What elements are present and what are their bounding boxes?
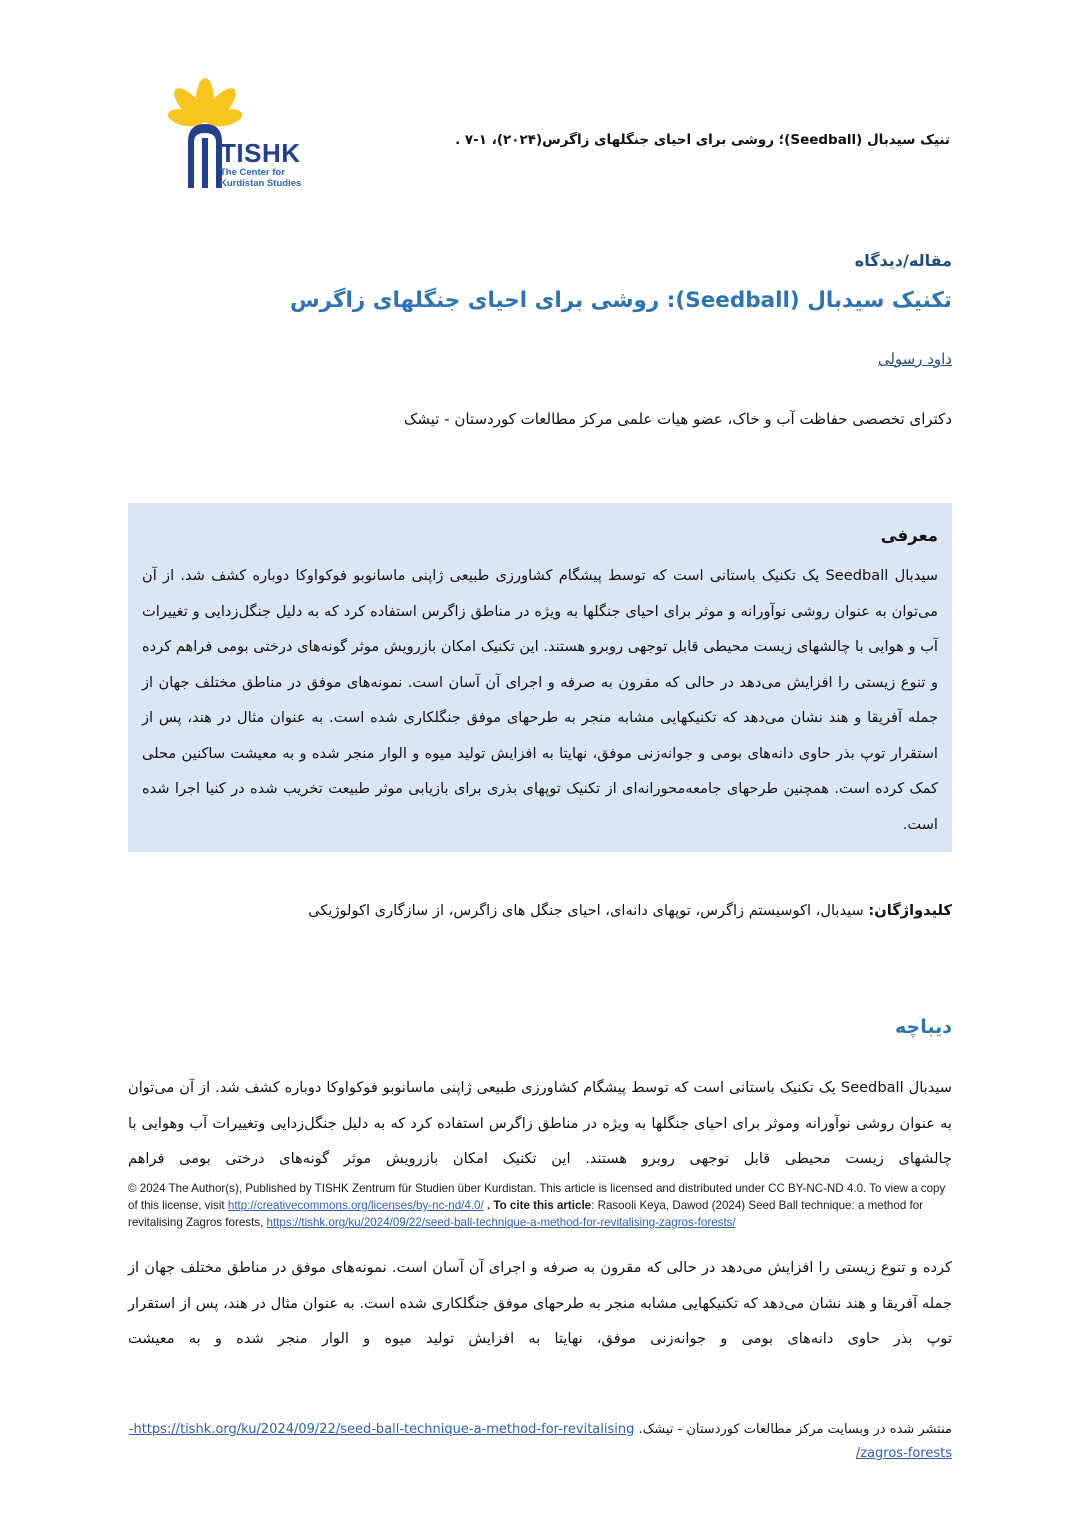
keywords-label: کلیدواژگان: [868,902,952,919]
article-title: تکنیک سیدبال (Seedball): روشی برای احیای جنگلهای زاگرس [289,288,952,313]
footer [128,1418,952,1466]
license-statement: © 2024 The Author(s), Published by TISHK Zentrum für Studien über Kurdistan. This article is licensed and distributed under CC BY-NC-ND 4.0. To view a copy of this license, visit [128,1182,946,1212]
tishk-logo [150,78,330,193]
logo-wordmark: TISHK [220,138,301,168]
footer-published-text: منتشر شده در وبسایت مرکز مطالعات کوردستان - تیشک. [638,1422,952,1437]
footer-link-part2[interactable]: zagros-forests/ [855,1446,952,1461]
license-link[interactable]: http://creativecommons.org/licenses/by-nc-nd/4.0/ [227,1199,484,1212]
header-citation: تنیک سیدبال (Seedball)؛ روشی برای احیای جنگلهای زاگرس(۲۰۲۴)، ۱-۷ . [455,132,950,148]
logo-subtitle [220,168,301,189]
intro-paragraph-part2: کرده و تنوع زیستی را افزایش می‌دهد در حالی که مقرون به صرفه و اجرای آن آسان است. نمونه‌های موفق در مناطق مختلف جهان از جمله آفریقا و هند نشان می‌دهد که تکنیکهایی مشابه منجر به طرحهای موفق جنگلکاری شده است. به عنوان مثال در هند، پس از استقرار توپ بذر حاوی دانه‌های بومی و جوانه‌زنی موفق، نهایتا به افزایش تولید میوه و الوار منجر شده و به معیشت [128,1259,952,1347]
abstract-heading: معرفی [880,526,938,545]
author-link[interactable]: داود رسولی [877,350,952,368]
abstract-box [128,503,952,852]
footer-line1 [128,1418,952,1442]
logo-subtitle-line1: The Center for [220,167,285,178]
abstract-text: سیدبال Seedball یک تکنیک باستانی است که توسط پیشگام کشاورزی طبیعی ژاپنی ماسانوبو فوکواوکا دوباره کشف شد. از آن می‌توان به عنوان روشی نوآورانه و موثر برای احیای جنگلها به ویژه در مناطق زاگرس استفاده کرد که به دلیل جنگل‌زدایی و تغییرات آب و هوایی با چالشهای زیست محیطی قابل توجهی روبرو هستند. این تکنیک امکان بازرویش موثر گونه‌های درختی بومی فراهم کرده و تنوع زیستی را افزایش می‌دهد در حالی که مقرون به صرفه و اجرای آن آسان است. نمونه‌های موفق در مناطق مختلف جهان از جمله آفریقا و هند نشان می‌دهد که تکنیکهایی مشابه منجر به طرحهای موفق جنگلکاری شده است. به عنوان مثال در هند، پس از استقرار توپ بذر حاوی دانه‌های بومی و جوانه‌زنی موفق، نهایتا به افزایش تولید میوه و الوار منجر شده و به معیشت ساکنین محلی کمک کرده است. همچنین طرحهای جامعه‌محورانه‌ای از تکنیک توپهای بذری برای بازیابی موثر طبیعت تخریب شده در کنیا اجرا شده است. [142,567,939,833]
intro-paragraph-part1: سیدبال Seedball یک تکنیک باستانی است که توسط پیشگام کشاورزی طبیعی ژاپنی ماسانوبو فوکواوکا دوباره کشف شد. از آن می‌توان به عنوان روشی نوآورانه وموثر برای احیای جنگلها به ویژه در مناطق زاگرس استفاده کرد که به دلیل جنگل‌زدایی وتغییرات آب وهوایی با چالشهای زیست محیطی قابل توجهی روبرو هستند. این تکنیک امکان بازرویش موثر گونه‌های درختی بومی فراهم [128,1079,953,1167]
keywords-text: سیدبال، اکوسیستم زاگرس، توپهای دانه‌ای، احیای جنگل های زاگرس، از سازگاری اکولوژیکی [308,902,864,919]
cite-label: . To cite this article [486,1199,592,1212]
article-type: مقاله/دیدگاه [854,251,952,270]
intro-heading: دیباچه [895,1016,952,1038]
license-note [128,1180,954,1231]
cite-text: : Rasooli Keya, Dawod (2024) Seed Ball technique: a method for revitalising Zagros forests, [128,1199,924,1229]
article-link[interactable]: https://tishk.org/ku/2024/09/22/seed-ball-technique-a-method-for-revitalising-zagros-forests/ [266,1216,736,1229]
footer-line2 [128,1442,952,1466]
keywords [308,902,952,919]
logo-subtitle-line2: Kurdistan Studies [220,177,302,189]
footer-link-part1[interactable]: https://tishk.org/ku/2024/09/22/seed-ball-technique-a-method-for-revitalising- [128,1422,635,1437]
author-affiliation: دکترای تخصصی حفاظت آب و خاک، عضو هیات علمی مرکز مطالعات کوردستان - تیشک [403,410,952,428]
